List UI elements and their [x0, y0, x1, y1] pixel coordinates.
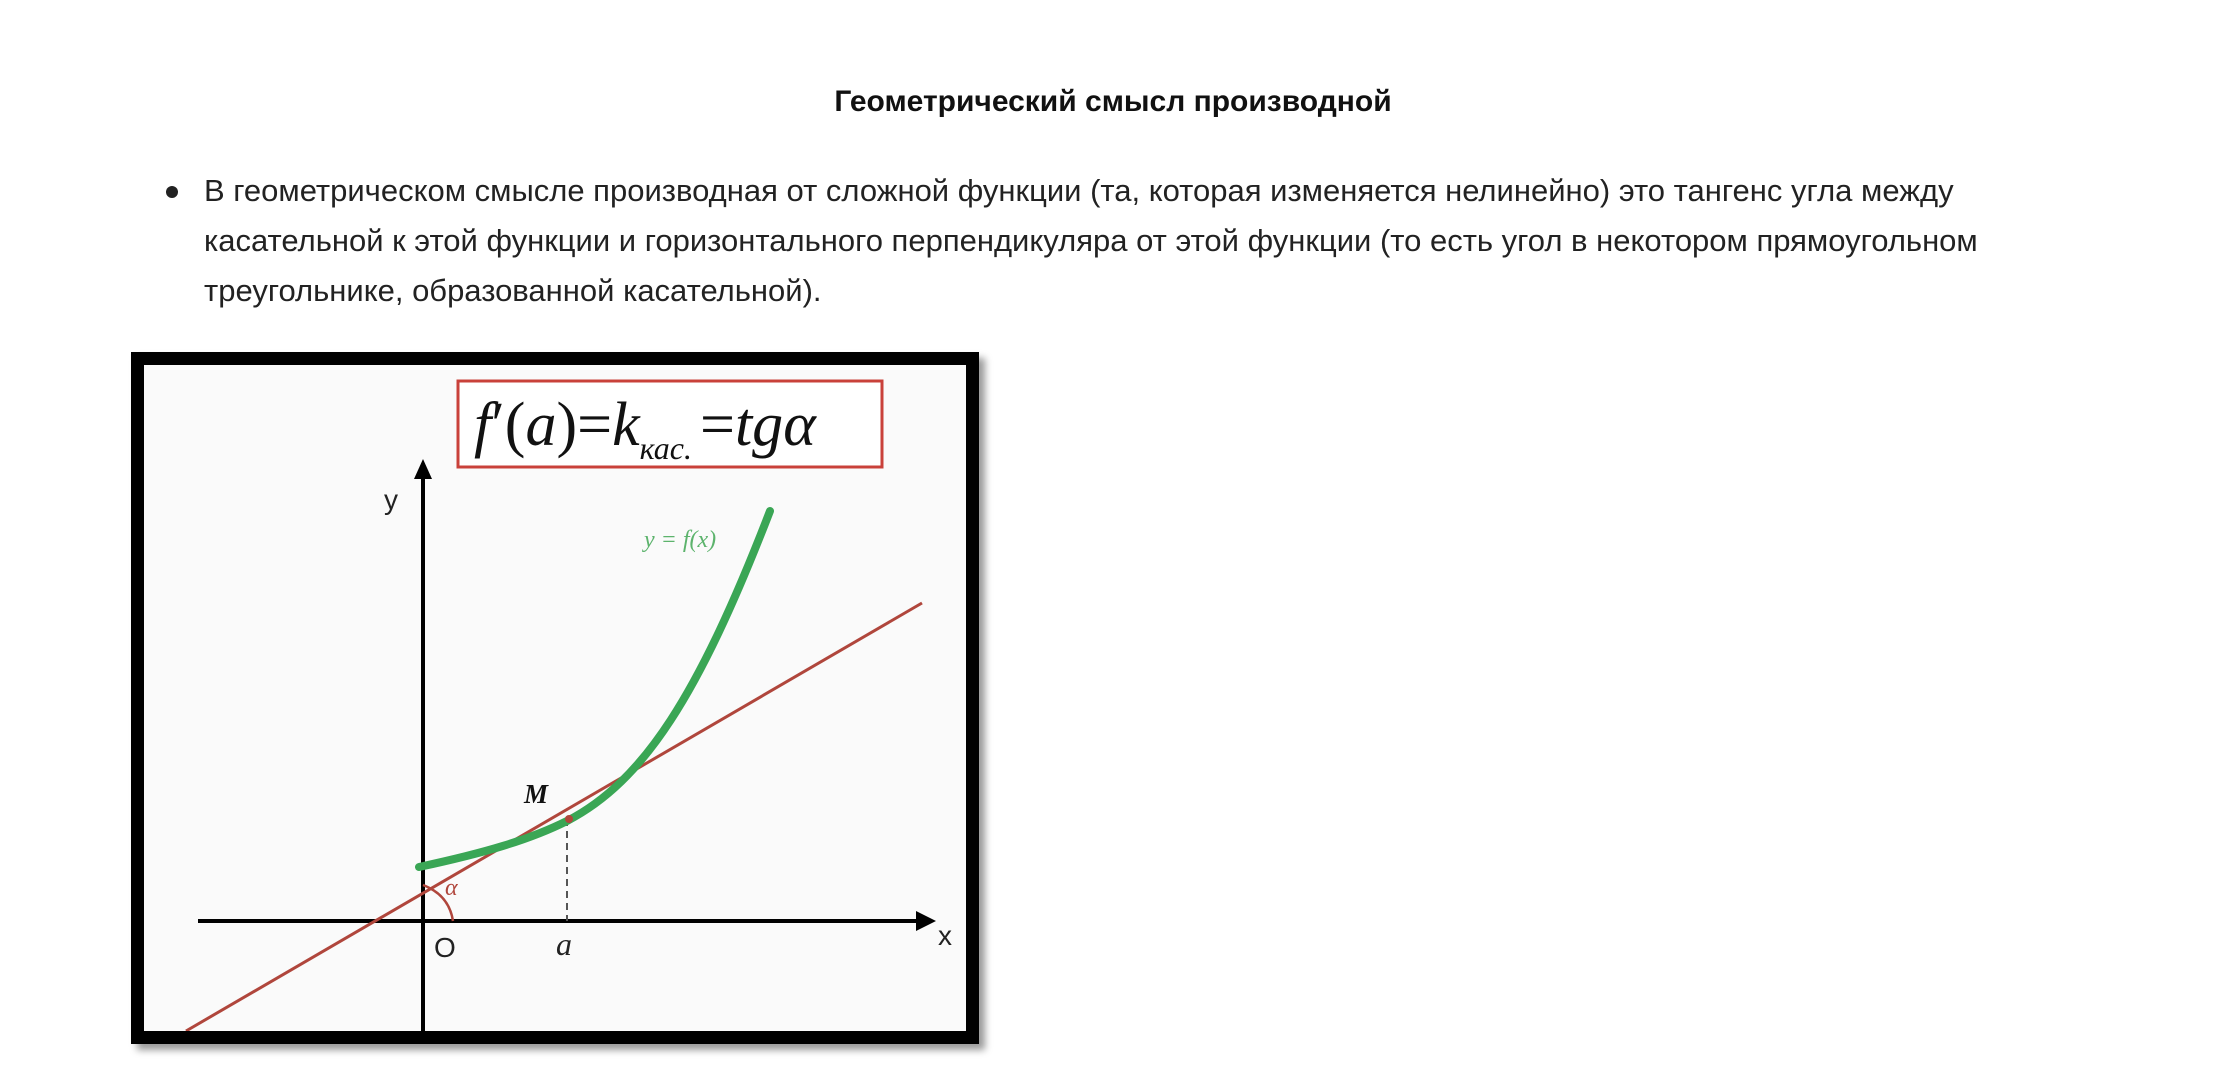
formula-f: f	[474, 391, 492, 459]
formula-close-paren: )	[556, 391, 578, 459]
angle-label: α	[445, 875, 458, 901]
list-item-text: В геометрическом смысле производная от сложной функции (та, которая изменяется нелинейно) это тангенс угла между касательной к этой функции и горизонтального перпендикуляра от этой функции (то есть угол в некотором прямоугольном треугольнике, образованной касательной).	[204, 173, 1978, 308]
bullet-list	[150, 166, 2130, 316]
derivative-figure	[131, 352, 979, 1044]
origin-label: O	[434, 932, 456, 963]
function-curve	[419, 511, 770, 867]
point-m-label: M	[524, 779, 549, 809]
x-axis-label: x	[938, 920, 952, 951]
derivative-diagram	[144, 365, 966, 1031]
formula-a: a	[525, 391, 557, 459]
formula-alpha: α	[783, 391, 816, 459]
x-axis-arrow	[916, 911, 936, 931]
curve-label: y = f(x)	[644, 527, 717, 553]
page-heading: Геометрический смысл производной	[834, 85, 1392, 118]
formula-k-subscript: кас.	[639, 430, 692, 466]
bullet-dot	[166, 186, 178, 198]
formula-tg: tg	[734, 391, 784, 459]
a-label: a	[556, 926, 572, 962]
y-axis-arrow	[414, 459, 432, 479]
point-m	[565, 815, 573, 823]
y-axis-label: y	[384, 484, 398, 515]
formula-prime: ′	[491, 391, 505, 459]
list-item	[150, 166, 2130, 316]
formula-equals-2: =	[699, 391, 735, 459]
formula-equals-1: =	[577, 391, 613, 459]
formula-open-paren: (	[504, 391, 526, 459]
formula-k: k	[612, 391, 640, 459]
tangent-line	[186, 603, 922, 1031]
